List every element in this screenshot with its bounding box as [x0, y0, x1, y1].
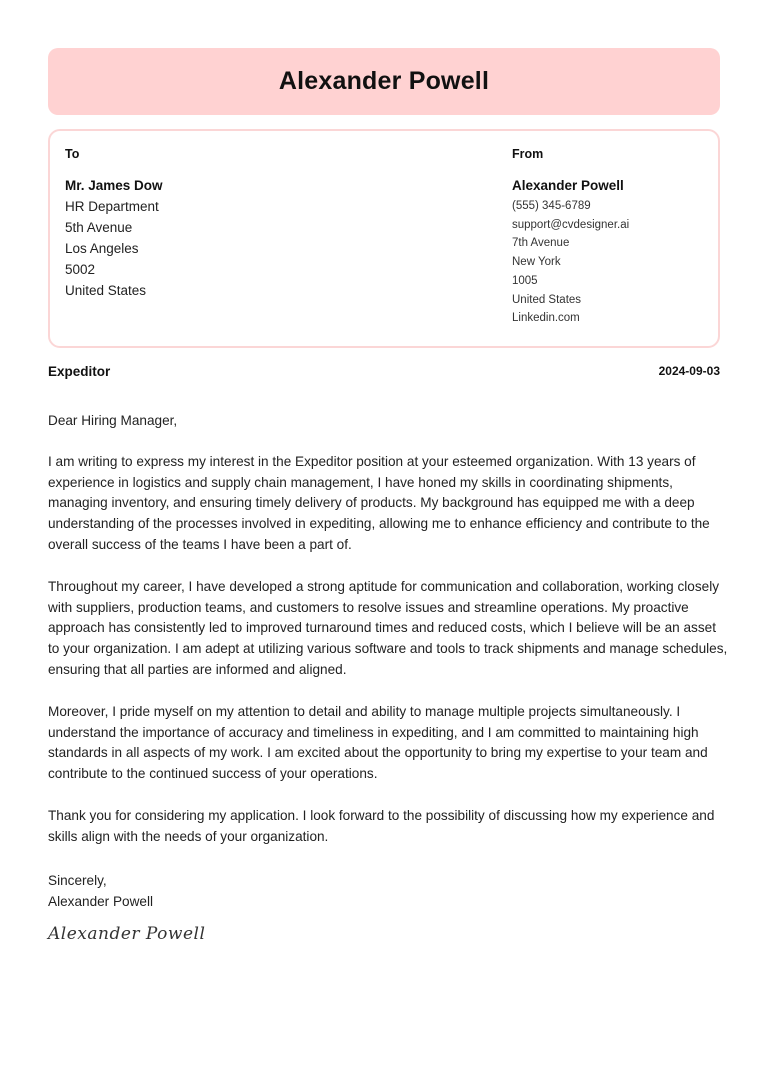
sender-email: support@cvdesigner.ai	[512, 218, 630, 231]
recipient-block	[65, 147, 163, 301]
job-title: Expeditor	[48, 364, 111, 379]
recipient-city: Los Angeles	[65, 241, 139, 256]
sender-name: Alexander Powell	[512, 178, 624, 193]
recipient-postal-code: 5002	[65, 262, 96, 277]
recipient-street: 5th Avenue	[65, 220, 133, 235]
closing-phrase: Sincerely,	[48, 873, 107, 888]
sender-city: New York	[512, 256, 561, 269]
recipient-country: United States	[65, 283, 147, 298]
sender-phone: (555) 345-6789	[512, 200, 591, 212]
sender-linkedin: Linkedin.com	[512, 312, 580, 325]
recipient-label: To	[65, 147, 80, 161]
body-paragraph-3: Moreover, I pride myself on my attention to detail and ability to manage multiple projects simultaneously. I understand the importance of accuracy and timeliness in expediting, and I am committed to maintaining high standards in all aspects of my work. I am excited about the opportunity to bring my expertise to your team and contribute to the continued success of your operations.	[48, 703, 708, 782]
sender-country: United States	[512, 293, 582, 306]
body-paragraph-4: Thank you for considering my application. I look forward to the possibility of discussing how my experience and skills align with the needs of your organization.	[48, 807, 715, 844]
header-band	[48, 48, 720, 115]
address-box	[48, 129, 720, 348]
signature: Alexander Powell	[48, 924, 206, 944]
salutation: Dear Hiring Manager,	[48, 413, 178, 428]
recipient-department: HR Department	[65, 199, 159, 214]
letter-body	[48, 411, 728, 869]
applicant-name: Alexander Powell	[278, 67, 490, 95]
sender-postal-code: 1005	[512, 274, 538, 287]
closing-block	[48, 871, 153, 913]
recipient-name: Mr. James Dow	[65, 178, 163, 193]
closing-name: Alexander Powell	[48, 893, 154, 909]
sender-street: 7th Avenue	[512, 237, 570, 250]
sender-block	[512, 147, 629, 328]
sender-label: From	[512, 147, 544, 161]
body-paragraph-1: I am writing to express my interest in the Expeditor position at your esteemed organization. With 13 years of experience in logistics and supply chain management, I have honed my skills in coordinating shipments, managing inventory, and ensuring timely delivery of products. My background has equipped me with a deep understanding of the processes involved in expediting, allowing me to enhance efficiency and contribute to the overall success of the teams I have been a part of.	[48, 453, 710, 552]
body-paragraph-2: Throughout my career, I have developed a strong aptitude for communication and collaboration, working closely with suppliers, production teams, and customers to resolve issues and streamline operations. My proactive approach has consistently led to improved turnaround times and reduced costs, which I believe will be an asset to your organization. I am adept at utilizing various software and tools to track shipments and manage schedules, ensuring that all parties are informed and aligned.	[48, 578, 728, 677]
letter-date: 2024-09-03	[658, 364, 720, 378]
letter-meta	[48, 364, 720, 382]
